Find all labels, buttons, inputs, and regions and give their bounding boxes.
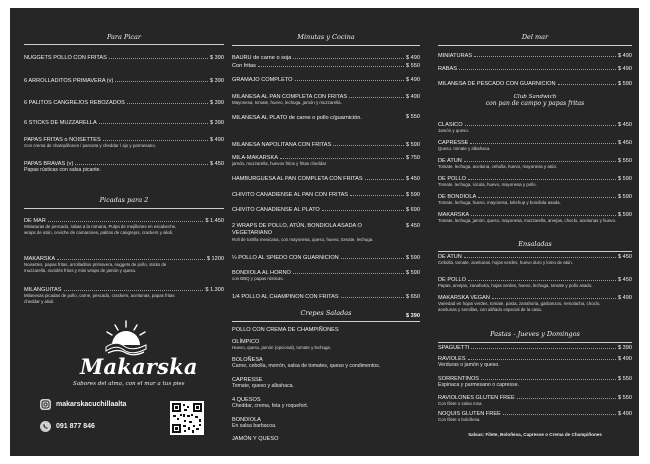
item-name: CAPRESSE [438,140,469,146]
item-price: $ 490 [406,55,420,61]
item-name: DE POLLO [438,277,466,283]
item-name: PAPAS BRAVAS (v) [24,161,74,167]
item-name: RABAS [438,66,457,72]
item-price: $ 590 [406,270,420,276]
salsas-note: Salsas: Filete, Boloñesa, Capresse o Crema de Champiñones [468,432,602,437]
item-description: Con filete o salsa rosa. [438,401,483,407]
item-name: NUGGETS POLLO CON FRITAS [24,55,107,61]
menu-item [24,100,224,106]
section-title-crepes: Crepes Saladas [300,309,352,317]
item-price: $ 450 [618,122,632,128]
menu-item [232,155,420,167]
menu-item [438,277,632,289]
menu-item [232,270,420,282]
menu-item [232,397,420,409]
brand-slogan: Sabores del alma, con el mar a tus pies [73,381,185,387]
item-name: MAKARSKA [24,256,56,262]
menu-item [438,140,632,152]
menu-item [24,218,224,235]
menu-item [438,194,632,206]
item-price: $ 450 [618,140,632,146]
menu-item [232,417,420,429]
section-divider [438,45,632,46]
item-price: $ 550 [618,376,632,382]
item-name: GRAMAJO COMPLETO [232,77,293,83]
menu-item [24,137,224,149]
item-description: Papas, arvejas, zanahoria, hojas verdes, huevo, lechuga, tomate y pollo asado. [438,283,593,289]
item-description: Tomate, lechuga, huevo, mayonesa, kétchup y bondiola asada. [438,200,561,206]
item-name: BONDIOLA AL HORNO [232,270,291,276]
item-name: DE POLLO [438,176,466,182]
item-description: Roll de tortilla mexicana, con mayonesa, queso, huevo, tomate, lechuga. [232,237,374,242]
qr-code[interactable] [170,401,204,435]
makarska-sun-waves-logo [102,318,150,358]
item-price: $ 550 [618,395,632,401]
item-description: Papas rústicas con salsa picante. [24,167,101,174]
item-name: DE BONDIOLA [438,194,477,200]
menu-item [232,327,420,333]
item-description: Carne, cebolla, morrón, salsa de tomates, queso y condimentos. [232,363,381,370]
section-divider [438,342,632,343]
item-name: SORRENTINOS [438,376,480,382]
item-price: $ 590 [618,194,632,200]
item-description: Milanesas picadas de pollo, carne, pescado, crackers, aceitunas, papas fritas cheddar y alioli. [24,293,175,304]
item-price: $ 450 [210,161,224,167]
menu-item [232,223,420,242]
menu-item [232,436,420,442]
menu-item [438,411,632,423]
section-divider [438,251,632,252]
item-description: Verduras o jamón y queso. [438,362,500,369]
section-divider [232,45,420,46]
item-description: Tomate, lechuga, jamón, queso, mayonesa, muzzarella, arvejas, choclo, aceitunas y huevo. [438,218,617,224]
menu-item [24,256,224,273]
item-name: 6 STICKS DE MUZZARELLA [24,120,97,126]
item-name: ÑOQUIS GLUTEN FREE [438,411,501,417]
section-title-minutas: Minutas y Cocina [297,33,355,41]
item-description: Huevo, queso, jamón (opcional), tomate y lechuga. [232,345,332,351]
item-name: ¼ POLLO AL SPIEDO CON GUARNICIÓN [232,255,339,261]
item-price: $ 550 [406,63,420,69]
item-name: OLÍMPICO [232,339,260,345]
menu-item [24,120,224,126]
menu-item [232,192,420,198]
item-name: MILANESA NAPOLITANA CON FRITAS [232,142,332,148]
item-price: $ 1200 [206,256,224,262]
phone-number: 091 877 846 [56,423,95,430]
item-price: $ 590 [406,192,420,198]
item-name: MILANESA DE PESCADO CON GUARNICIÓN [438,81,556,87]
item-description: Con crema de champiñones / panceta y cheddar / ajo y parmesano. [24,143,157,149]
menu-item [232,294,420,300]
club-sandwich-title: Club Sandwich [513,94,557,100]
item-name: JAMÓN Y QUESO [232,436,279,442]
menu-item [438,356,632,368]
item-name: MILANESA AL PAN COMPLETA CON FRITAS [232,94,348,100]
brand-name: Makarska [80,354,198,379]
item-price: $ 690 [406,207,420,213]
item-description: En salsa barbacoa. [232,423,277,430]
item-description: Tomate, lechuga, aceituna, cebolla, huevo, mayonesa y atún. [438,164,558,170]
item-price: $ 590 [406,142,420,148]
item-price: $ 590 [406,255,420,261]
menu-item [438,395,632,407]
menu-item [438,295,632,312]
section-divider [24,208,224,209]
item-price: $ 390 [618,345,632,351]
item-name: HAMBURGUESA AL PAN COMPLETA CON FRITAS [232,176,363,182]
menu-item [438,122,632,134]
item-price: $ 390 [210,120,224,126]
club-sandwich-subtitle: con pan de campo y papas fritas [485,100,585,107]
item-name: DE ATÚN [438,158,462,164]
item-price: $ 390 [210,55,224,61]
menu-item [232,207,420,213]
item-name: RAVIOLONES GLUTEN FREE [438,395,515,401]
item-price: $ 450 [406,223,420,229]
item-name: MAKARSKA [438,212,470,218]
item-name: RAVIOLES [438,356,466,362]
menu-item [232,77,420,83]
item-price: $ 390 [210,100,224,106]
menu-item [438,66,632,72]
item-description: Mayonesa, tomate, huevo, lechuga, jamón y muzzarella. [232,100,342,106]
section-title-pastas: Pastas - Jueves y Domingos [490,330,580,338]
menu-item [438,345,632,351]
menu-item [232,94,420,106]
item-price: $ 490 [618,356,632,362]
item-price: $ 450 [406,176,420,182]
section-divider [232,321,420,322]
item-name: MINIATURAS [438,53,473,59]
whatsapp-icon [40,421,51,432]
menu-item [24,287,224,304]
item-name: BAURÚ de carne o soja [232,55,292,61]
item-name: CHIVITO CANADIENSE AL PLATO [232,207,320,213]
item-description: Jamón y queso. [438,128,469,134]
menu-item [24,161,224,173]
item-price: $ 590 [618,81,632,87]
menu-item [24,55,224,61]
menu-item [24,78,224,84]
menu-item [438,81,632,87]
item-price: $ 490 [210,137,224,143]
item-price: $ 490 [406,77,420,83]
item-name: 2 WRAPS DE POLLO, ATÚN, BONDIOLA ASADA O VEGETARIANO [232,223,362,236]
item-name: MAKARSKA VEGAN [438,295,490,301]
item-name: DE ATÚN [438,254,462,260]
menu-item [438,212,632,224]
item-price: $ 550 [618,158,632,164]
item-description: Cebolla, tomate, aceitunas, hojas verdes, huevo duro y lomo de atún. [438,260,573,266]
menu-item [438,53,632,59]
phone-contact[interactable] [40,421,95,432]
item-name: BOLOÑESA [232,357,263,363]
item-name: POLLO CON CREMA DE CHAMPIÑONES [232,327,339,333]
instagram-icon [40,399,51,410]
section-title-del-mar: Del mar [521,33,549,41]
item-name: 4 QUESOS [232,397,261,403]
item-description: Espinaca y parmesano o capresse. [438,382,520,389]
item-price: $ 390 [210,78,224,84]
menu-item [438,376,632,388]
item-name: 6 PALITOS CANGREJOS REBOZADOS [24,100,125,106]
menu-item [232,176,420,182]
menu-item [232,55,420,61]
menu-item [232,142,420,148]
item-description: Variedad en hojas verdes, tomate, pasta, zanahoria, garbanzos, remolacha, choclo, aceitunas y semillas, con aliñado especial de la casa. [438,301,601,312]
item-name: Con fritas [232,63,256,69]
item-price: $ 750 [406,155,420,161]
item-price: $ 590 [618,176,632,182]
item-name: PAPAS FRITAS o NOISETTES [24,137,101,143]
instagram-handle: makarskacuchillaalta [56,401,127,408]
item-name: MILANESA AL PLATO de carne o pollo c/guarnición. [232,115,362,121]
item-price: $ 450 [618,277,632,283]
item-name: MILA-MAKARSKA [232,155,279,161]
item-name: 1/4 POLLO AL CHAMPIÑÓN CON FRITAS [232,294,339,300]
menu-item [438,176,632,188]
item-description: Cheddar, crema, feta y roquefort. [232,403,309,410]
item-price: $ 650 [406,294,420,300]
item-description: Tomate, queso y albahaca. [232,383,295,390]
item-description: Noisettes, papas fritas, arrolladitos primavera, nuggets de pollo, sticks de muzzarella, raviolés fritos y mini wraps de jamón y queso. [24,262,167,273]
menu-item [232,114,420,122]
item-description: Con filete o boloñesa. [438,417,481,423]
item-description: Miniaturas de pescado, rabas a la romana, Pulpa de mejillones en escabeche, wraps de atún, ceviche de camarones, palitos de cangrejos, crackers y alioli. [24,224,177,235]
item-price: $ 450 [618,254,632,260]
item-description: Queso, tomate y albahaca. [438,146,491,152]
section-title-para-picar: Para Picar [106,33,142,41]
item-price: $ 490 [406,94,420,100]
menu-item [232,255,420,261]
section-title-ensaladas: Ensaladas [518,240,552,248]
item-price: $ 550 [406,114,420,120]
item-price: $ 1.300 [205,287,224,293]
item-price: $ 490 [618,295,632,301]
item-name: SPAGUETTI [438,345,470,351]
menu-item [232,357,420,369]
menu-item [438,158,632,170]
menu-page [10,8,639,456]
item-name: DE MAR [24,218,46,224]
section-divider [24,44,224,45]
item-price: $ 1.450 [205,218,224,224]
item-price: $ 490 [618,66,632,72]
menu-item [232,63,420,69]
menu-item [232,377,420,389]
item-name: BONDIOLA [232,417,261,423]
item-name: 6 ARROLLADITOS PRIMAVERA (v) [24,78,114,84]
item-name: CAPRESSE [232,377,263,383]
item-description: Tomate, lechuga, rúcula, huevo, mayonesa y pollo. [438,182,537,188]
item-price: $ 490 [618,411,632,417]
item-description: jamón, muzzarella, huevos fritos y fritas cheddar [232,161,327,167]
item-name: CLÁSICO [438,122,463,128]
item-price: $ 590 [618,212,632,218]
menu-item [438,254,632,266]
item-description: con BBQ y papas rústicas. [232,276,284,282]
section-title-picadas: Picadas para 2 [99,196,149,204]
menu-item [232,339,420,351]
item-name: CHIVITO CANADIENSE AL PAN CON FRITAS [232,192,349,198]
crepes-price: $ 390 [406,313,420,319]
instagram-contact[interactable] [40,399,126,410]
item-price: $ 490 [618,53,632,59]
item-name: MILANGUITAS [24,287,62,293]
